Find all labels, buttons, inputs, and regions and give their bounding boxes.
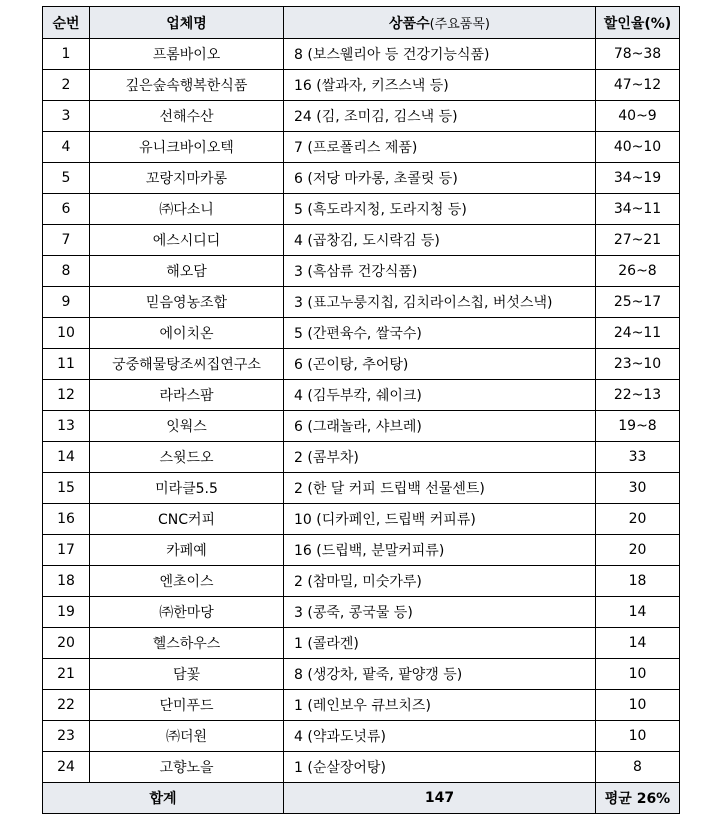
cell-rank: 1 [43,39,90,70]
cell-discount: 78~38 [596,39,680,70]
cell-company: 궁중해물탕조씨집연구소 [90,349,284,380]
cell-discount: 24~11 [596,318,680,349]
table-row [43,132,680,163]
cell-items: 1 (콜라겐) [284,628,596,659]
cell-discount: 19~8 [596,411,680,442]
cell-company: ㈜더원 [90,721,284,752]
cell-rank: 6 [43,194,90,225]
cell-rank: 3 [43,101,90,132]
cell-company: 잇웍스 [90,411,284,442]
cell-discount: 20 [596,504,680,535]
table-row [43,163,680,194]
total-row [43,783,680,814]
table-row [43,70,680,101]
cell-company: 미라클5.5 [90,473,284,504]
table-row [43,597,680,628]
cell-rank: 23 [43,721,90,752]
cell-rank: 14 [43,442,90,473]
cell-items: 3 (콩죽, 콩국물 등) [284,597,596,628]
cell-discount: 20 [596,535,680,566]
table-row [43,380,680,411]
table-row [43,473,680,504]
cell-discount: 47~12 [596,70,680,101]
cell-rank: 8 [43,256,90,287]
cell-company: 헬스하우스 [90,628,284,659]
cell-items: 2 (참마밀, 미숫가루) [284,566,596,597]
table-footer [43,783,680,814]
header-products [284,7,596,39]
cell-discount: 22~13 [596,380,680,411]
header-rank: 순번 [43,7,90,39]
cell-rank: 7 [43,225,90,256]
cell-company: 엔초이스 [90,566,284,597]
discount-table [42,6,680,814]
cell-discount: 26~8 [596,256,680,287]
table-row [43,287,680,318]
cell-items: 3 (표고누룽지칩, 김치라이스칩, 버섯스낵) [284,287,596,318]
cell-company: CNC커피 [90,504,284,535]
cell-rank: 18 [43,566,90,597]
cell-company: 해오담 [90,256,284,287]
cell-items: 4 (곱창김, 도시락김 등) [284,225,596,256]
table-row [43,411,680,442]
cell-rank: 10 [43,318,90,349]
cell-company: 깊은숲속행복한식품 [90,70,284,101]
cell-items: 7 (프로폴리스 제품) [284,132,596,163]
cell-rank: 5 [43,163,90,194]
table-row [43,318,680,349]
cell-company: 믿음영농조합 [90,287,284,318]
cell-company: 꼬랑지마카롱 [90,163,284,194]
cell-discount: 30 [596,473,680,504]
table-row [43,349,680,380]
cell-items: 5 (흑도라지청, 도라지청 등) [284,194,596,225]
cell-company: 에이치온 [90,318,284,349]
cell-rank: 11 [43,349,90,380]
cell-rank: 17 [43,535,90,566]
cell-discount: 10 [596,690,680,721]
cell-rank: 16 [43,504,90,535]
cell-items: 8 (보스웰리아 등 건강기능식품) [284,39,596,70]
table-row [43,225,680,256]
cell-items: 24 (김, 조미김, 김스낵 등) [284,101,596,132]
table-row [43,194,680,225]
cell-company: 스윗드오 [90,442,284,473]
cell-items: 1 (레인보우 큐브치즈) [284,690,596,721]
cell-items: 5 (간편육수, 쌀국수) [284,318,596,349]
table-header [43,7,680,39]
table-row [43,442,680,473]
total-label: 합계 [43,783,284,814]
cell-company: 에스시디디 [90,225,284,256]
cell-company: ㈜한마당 [90,597,284,628]
cell-discount: 14 [596,628,680,659]
total-count: 147 [284,783,596,814]
table-row [43,721,680,752]
header-discount: 할인율(%) [596,7,680,39]
table-body [43,39,680,783]
cell-discount: 25~17 [596,287,680,318]
cell-items: 10 (디카페인, 드립백 커피류) [284,504,596,535]
cell-rank: 20 [43,628,90,659]
table-row [43,504,680,535]
table-row [43,101,680,132]
cell-company: 담꽃 [90,659,284,690]
cell-discount: 27~21 [596,225,680,256]
cell-discount: 10 [596,721,680,752]
cell-items: 2 (한 달 커피 드립백 선물센트) [284,473,596,504]
cell-items: 6 (곤이탕, 추어탕) [284,349,596,380]
cell-rank: 21 [43,659,90,690]
cell-discount: 23~10 [596,349,680,380]
cell-rank: 4 [43,132,90,163]
cell-items: 16 (드립백, 분말커피류) [284,535,596,566]
cell-items: 4 (김두부칵, 쉐이크) [284,380,596,411]
cell-rank: 13 [43,411,90,442]
cell-discount: 34~11 [596,194,680,225]
cell-company: 고향노을 [90,752,284,783]
cell-items: 6 (저당 마카롱, 초콜릿 등) [284,163,596,194]
table-row [43,690,680,721]
cell-items: 2 (콤부차) [284,442,596,473]
cell-company: 단미푸드 [90,690,284,721]
cell-items: 1 (순살장어탕) [284,752,596,783]
cell-items: 6 (그래놀라, 샤브레) [284,411,596,442]
cell-items: 3 (흑삼류 건강식품) [284,256,596,287]
cell-discount: 40~10 [596,132,680,163]
cell-rank: 15 [43,473,90,504]
cell-rank: 9 [43,287,90,318]
cell-company: 유니크바이오텍 [90,132,284,163]
cell-discount: 14 [596,597,680,628]
cell-discount: 34~19 [596,163,680,194]
cell-discount: 18 [596,566,680,597]
average-discount: 평균 26% [596,783,680,814]
table-row [43,535,680,566]
header-products-sub: (주요품목) [429,16,490,32]
cell-rank: 2 [43,70,90,101]
table-row [43,752,680,783]
cell-discount: 33 [596,442,680,473]
cell-discount: 40~9 [596,101,680,132]
cell-rank: 22 [43,690,90,721]
cell-items: 4 (약과도넛류) [284,721,596,752]
cell-company: ㈜다소니 [90,194,284,225]
table-row [43,659,680,690]
cell-discount: 8 [596,752,680,783]
table-row [43,256,680,287]
cell-rank: 12 [43,380,90,411]
table-row [43,628,680,659]
header-company: 업체명 [90,7,284,39]
table-row [43,566,680,597]
cell-company: 선해수산 [90,101,284,132]
cell-company: 카페예 [90,535,284,566]
header-row [43,7,680,39]
cell-company: 프롬바이오 [90,39,284,70]
cell-items: 8 (생강차, 팥죽, 팥양갱 등) [284,659,596,690]
cell-rank: 19 [43,597,90,628]
cell-company: 라라스팜 [90,380,284,411]
header-products-main: 상품수 [389,15,430,32]
cell-discount: 10 [596,659,680,690]
table-row [43,39,680,70]
cell-rank: 24 [43,752,90,783]
cell-items: 16 (쌀과자, 키즈스낵 등) [284,70,596,101]
